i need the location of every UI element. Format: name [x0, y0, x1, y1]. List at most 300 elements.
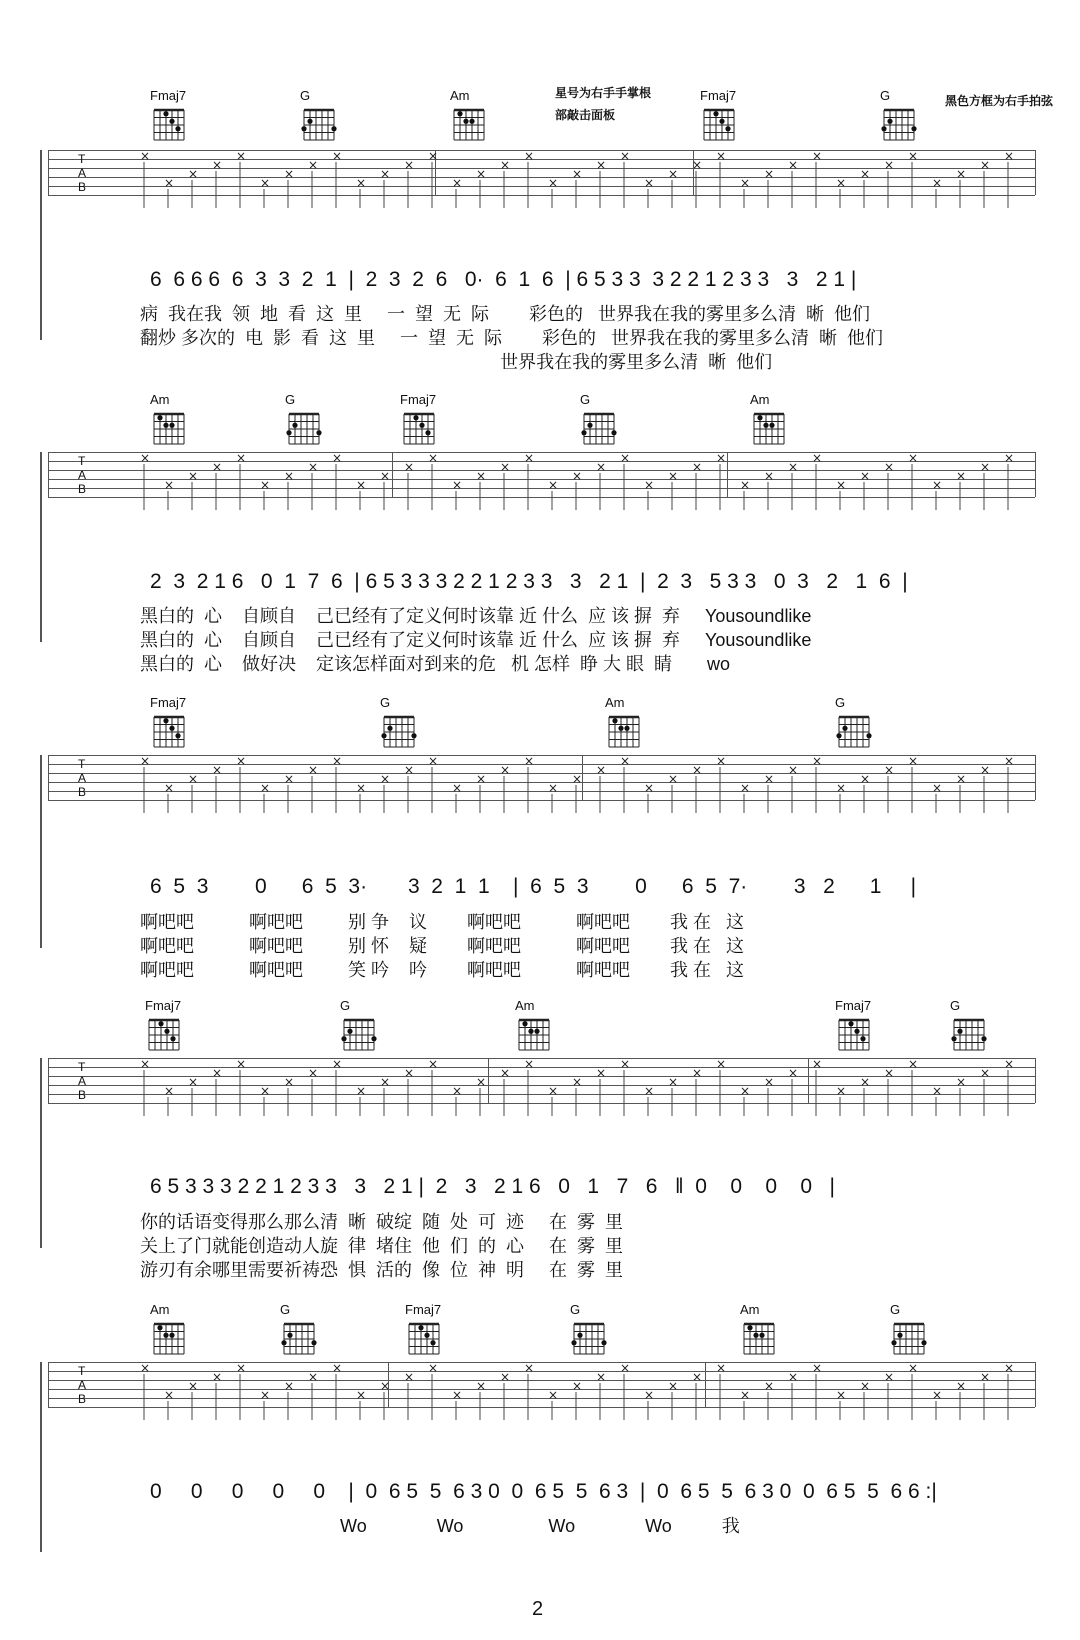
chord-fmaj7 — [700, 88, 770, 144]
lyric-line: 世界我在我的雾里多么清 晰 他们 — [140, 352, 773, 372]
svg-text:×: × — [428, 1361, 439, 1375]
svg-text:×: × — [716, 1361, 727, 1375]
lyric-line: 游刃有余哪里需要祈祷恐 惧 活的 像 位 神 明 在 雾 里 — [140, 1260, 624, 1280]
svg-text:×: × — [860, 1075, 871, 1089]
svg-text:×: × — [404, 1066, 415, 1080]
chord-g — [890, 1302, 960, 1358]
tab-clef-letter: T — [78, 757, 86, 771]
svg-text:×: × — [932, 1084, 943, 1098]
chord-diagram-grid — [950, 1014, 990, 1054]
tab-clef-letter: T — [78, 1364, 86, 1378]
svg-text:×: × — [380, 1075, 391, 1089]
svg-text:×: × — [476, 1379, 487, 1393]
svg-text:×: × — [452, 1388, 463, 1402]
svg-text:×: × — [836, 1084, 847, 1098]
chord-diagram-grid — [150, 104, 190, 144]
svg-text:×: × — [332, 1057, 343, 1071]
svg-text:×: × — [452, 176, 463, 190]
svg-text:×: × — [764, 167, 775, 181]
svg-text:×: × — [236, 1057, 247, 1071]
svg-text:×: × — [332, 1361, 343, 1375]
svg-text:×: × — [764, 469, 775, 483]
chord-diagram-grid — [145, 1014, 185, 1054]
svg-text:×: × — [500, 1370, 511, 1384]
numbered-notation: 0 0 0 0 0 | 0 6 5 5 6 3 0 0 6 5 5 6 3 | 0 6 5 5 6 3 0 0 6 5 5 6 6 :| — [150, 1480, 937, 1503]
svg-text:×: × — [884, 1066, 895, 1080]
box-slap-note: 黑色方框为右手拍弦 — [945, 94, 1054, 108]
chord-fmaj7 — [150, 88, 220, 144]
svg-text:×: × — [260, 176, 271, 190]
chord-am — [740, 1302, 810, 1358]
svg-text:×: × — [932, 1388, 943, 1402]
system-bracket — [40, 1362, 42, 1552]
chord-name: Fmaj7 — [400, 392, 437, 407]
svg-text:×: × — [572, 1379, 583, 1393]
svg-text:×: × — [788, 158, 799, 172]
svg-text:×: × — [524, 149, 535, 163]
svg-text:×: × — [908, 149, 919, 163]
tab-notation-marks — [120, 1356, 1080, 1426]
svg-text:×: × — [836, 176, 847, 190]
svg-text:×: × — [1004, 451, 1015, 465]
svg-text:×: × — [956, 167, 967, 181]
svg-text:×: × — [308, 158, 319, 172]
svg-text:×: × — [764, 1075, 775, 1089]
svg-text:×: × — [164, 1388, 175, 1402]
bar-line — [48, 1058, 49, 1103]
svg-text:×: × — [644, 1084, 655, 1098]
svg-text:×: × — [284, 469, 295, 483]
chord-name: G — [880, 88, 891, 103]
svg-text:×: × — [596, 763, 607, 777]
chord-name: Am — [515, 998, 535, 1013]
svg-text:×: × — [812, 1057, 823, 1071]
bar-line — [48, 150, 49, 195]
svg-text:×: × — [980, 1370, 991, 1384]
chord-diagram-grid — [150, 408, 190, 448]
svg-text:×: × — [620, 149, 631, 163]
chord-g — [280, 1302, 350, 1358]
svg-text:×: × — [524, 451, 535, 465]
svg-text:×: × — [356, 1084, 367, 1098]
svg-text:×: × — [548, 478, 559, 492]
svg-text:×: × — [620, 1361, 631, 1375]
svg-text:×: × — [140, 754, 151, 768]
chord-fmaj7 — [405, 1302, 475, 1358]
svg-text:×: × — [836, 1388, 847, 1402]
svg-text:×: × — [524, 754, 535, 768]
tab-notation-marks — [120, 1052, 1080, 1122]
svg-text:×: × — [164, 478, 175, 492]
svg-text:×: × — [500, 763, 511, 777]
svg-text:×: × — [548, 781, 559, 795]
svg-text:×: × — [188, 167, 199, 181]
chord-diagram-grid — [835, 711, 875, 751]
tab-clef-letter: A — [78, 166, 87, 180]
chord-fmaj7 — [400, 392, 470, 448]
svg-text:×: × — [668, 772, 679, 786]
chord-diagram-grid — [450, 104, 490, 144]
svg-text:×: × — [956, 1379, 967, 1393]
svg-text:×: × — [956, 1075, 967, 1089]
tab-clef-letter: B — [78, 482, 87, 496]
svg-text:×: × — [812, 149, 823, 163]
lyric-line: 关上了门就能创造动人旋 律 堵住 他 们 的 心 在 雾 里 — [140, 1236, 624, 1256]
svg-text:×: × — [212, 763, 223, 777]
chord-diagram-grid — [300, 104, 340, 144]
tab-clef-letter: A — [78, 771, 87, 785]
chord-diagram-grid — [890, 1318, 930, 1358]
svg-text:×: × — [236, 149, 247, 163]
svg-text:×: × — [548, 1388, 559, 1402]
system-bracket — [40, 1058, 42, 1248]
chord-g — [835, 695, 905, 751]
svg-text:×: × — [260, 781, 271, 795]
svg-text:×: × — [500, 158, 511, 172]
chord-diagram-grid — [400, 408, 440, 448]
svg-text:×: × — [860, 469, 871, 483]
svg-text:×: × — [836, 478, 847, 492]
numbered-notation: 6 5 3 0 6 5 3· 3 2 1 1 | 6 5 3 0 6 5 7· 3 2 1 | — [150, 875, 917, 898]
chord-diagram-grid — [570, 1318, 610, 1358]
chord-name: G — [380, 695, 391, 710]
svg-text:×: × — [524, 1057, 535, 1071]
lyric-line: 黑白的 心 做好决 定该怎样面对到来的危 机 怎样 睁 大 眼 睛 wo — [140, 654, 731, 674]
chord-diagram-grid — [605, 711, 645, 751]
svg-text:×: × — [332, 754, 343, 768]
svg-text:×: × — [452, 781, 463, 795]
chord-name: G — [340, 998, 351, 1013]
tab-clef-letter: T — [78, 454, 86, 468]
lyric-line: 啊吧吧 啊吧吧 别 怀 疑 啊吧吧 啊吧吧 我 在 这 — [140, 936, 745, 956]
svg-text:×: × — [908, 451, 919, 465]
svg-text:×: × — [212, 460, 223, 474]
chord-am — [150, 1302, 220, 1358]
tab-notation-marks — [120, 749, 1080, 819]
svg-text:×: × — [332, 149, 343, 163]
svg-text:×: × — [788, 763, 799, 777]
svg-text:×: × — [284, 167, 295, 181]
svg-text:×: × — [140, 1057, 151, 1071]
palm-strike-note: 星号为右手手掌根 部敲击面板 — [555, 86, 652, 122]
svg-text:×: × — [836, 781, 847, 795]
svg-text:×: × — [404, 1370, 415, 1384]
chord-g — [340, 998, 410, 1054]
svg-text:×: × — [620, 451, 631, 465]
svg-text:×: × — [140, 149, 151, 163]
svg-text:×: × — [908, 754, 919, 768]
svg-text:×: × — [1004, 754, 1015, 768]
tab-notation-marks — [120, 144, 1080, 214]
svg-text:×: × — [716, 451, 727, 465]
svg-text:×: × — [644, 1388, 655, 1402]
svg-text:×: × — [908, 1057, 919, 1071]
svg-text:×: × — [308, 460, 319, 474]
svg-text:×: × — [764, 772, 775, 786]
chord-g — [580, 392, 650, 448]
svg-text:×: × — [668, 167, 679, 181]
chord-diagram-grid — [405, 1318, 445, 1358]
lyric-line: 你的话语变得那么那么清 晰 破绽 随 处 可 迹 在 雾 里 — [140, 1212, 624, 1232]
tab-clef-letter: B — [78, 1392, 87, 1406]
svg-text:×: × — [716, 754, 727, 768]
svg-text:×: × — [596, 460, 607, 474]
svg-text:×: × — [164, 176, 175, 190]
numbered-notation: 2 3 2 1 6 0 1 7 6 | 6 5 3 3 3 2 2 1 2 3 3 3 2 1 | 2 3 5 3 3 0 3 2 1 6 | — [150, 570, 908, 593]
svg-text:×: × — [140, 451, 151, 465]
chord-g — [950, 998, 1020, 1054]
chord-diagram-grid — [835, 1014, 875, 1054]
svg-text:×: × — [644, 478, 655, 492]
svg-text:×: × — [1004, 1361, 1015, 1375]
svg-text:×: × — [884, 763, 895, 777]
lyric-line: Wo Wo Wo Wo 我 — [140, 1516, 740, 1536]
svg-text:×: × — [644, 176, 655, 190]
svg-text:×: × — [884, 1370, 895, 1384]
chord-diagram-grid — [380, 711, 420, 751]
svg-text:×: × — [380, 772, 391, 786]
svg-text:×: × — [596, 1066, 607, 1080]
svg-text:×: × — [260, 478, 271, 492]
svg-text:×: × — [716, 149, 727, 163]
bar-line — [48, 755, 49, 800]
svg-text:×: × — [788, 1066, 799, 1080]
tab-clef-letter: T — [78, 1060, 86, 1074]
svg-text:×: × — [308, 1370, 319, 1384]
chord-fmaj7 — [835, 998, 905, 1054]
chord-diagram-grid — [150, 1318, 190, 1358]
tab-clef-letter: B — [78, 785, 87, 799]
chord-diagram-grid — [280, 1318, 320, 1358]
system-bracket — [40, 755, 42, 948]
svg-text:×: × — [380, 167, 391, 181]
svg-text:×: × — [980, 158, 991, 172]
chord-diagram-grid — [285, 408, 325, 448]
page-number: 2 — [532, 1598, 544, 1620]
svg-text:×: × — [572, 167, 583, 181]
chord-am — [450, 88, 520, 144]
chord-g — [285, 392, 355, 448]
bar-line — [48, 1362, 49, 1407]
svg-text:×: × — [284, 1379, 295, 1393]
svg-text:×: × — [956, 772, 967, 786]
svg-text:×: × — [308, 763, 319, 777]
svg-text:×: × — [428, 754, 439, 768]
chord-name: Fmaj7 — [405, 1302, 442, 1317]
chord-name: G — [950, 998, 961, 1013]
svg-text:×: × — [500, 460, 511, 474]
svg-text:×: × — [788, 460, 799, 474]
svg-text:×: × — [812, 1361, 823, 1375]
svg-text:×: × — [596, 158, 607, 172]
chord-name: G — [300, 88, 311, 103]
svg-text:×: × — [308, 1066, 319, 1080]
svg-text:×: × — [980, 460, 991, 474]
svg-text:×: × — [524, 1361, 535, 1375]
numbered-notation: 6 5 3 3 3 2 2 1 2 3 3 3 2 1 | 2 3 2 1 6 0 1 7 6 ‖ 0 0 0 0 | — [150, 1175, 835, 1198]
tab-clef-letter: A — [78, 1074, 87, 1088]
svg-text:×: × — [356, 1388, 367, 1402]
chord-diagram-grid — [580, 408, 620, 448]
svg-text:×: × — [476, 167, 487, 181]
svg-text:×: × — [692, 1066, 703, 1080]
chord-name: Fmaj7 — [150, 695, 187, 710]
svg-text:×: × — [860, 1379, 871, 1393]
svg-text:×: × — [452, 1084, 463, 1098]
chord-name: Fmaj7 — [700, 88, 737, 103]
svg-text:×: × — [260, 1388, 271, 1402]
svg-text:×: × — [164, 781, 175, 795]
chord-name: Fmaj7 — [150, 88, 187, 103]
svg-text:×: × — [380, 1379, 391, 1393]
svg-text:×: × — [668, 1075, 679, 1089]
tab-clef-letter: A — [78, 1378, 87, 1392]
bar-line — [48, 452, 49, 497]
svg-text:×: × — [476, 772, 487, 786]
chord-g — [880, 88, 950, 144]
chord-name: G — [285, 392, 296, 407]
svg-text:×: × — [812, 754, 823, 768]
svg-text:×: × — [932, 176, 943, 190]
lyric-line: 病 我在我 领 地 看 这 里 一 望 无 际 彩色的 世界我在我的雾里多么清 晰 他们 — [140, 304, 871, 324]
svg-text:×: × — [980, 1066, 991, 1080]
svg-text:×: × — [212, 158, 223, 172]
svg-text:×: × — [596, 1370, 607, 1384]
svg-text:×: × — [764, 1379, 775, 1393]
svg-text:×: × — [1004, 149, 1015, 163]
svg-text:×: × — [884, 460, 895, 474]
system-bracket — [40, 452, 42, 642]
svg-text:×: × — [740, 478, 751, 492]
svg-text:×: × — [476, 1075, 487, 1089]
chord-diagram-grid — [750, 408, 790, 448]
chord-diagram-grid — [740, 1318, 780, 1358]
svg-text:×: × — [428, 1057, 439, 1071]
svg-text:×: × — [692, 158, 703, 172]
svg-text:×: × — [140, 1361, 151, 1375]
system-bracket — [40, 150, 42, 340]
svg-text:×: × — [572, 469, 583, 483]
chord-g — [300, 88, 370, 144]
chord-diagram-grid — [515, 1014, 555, 1054]
svg-text:×: × — [284, 1075, 295, 1089]
svg-text:×: × — [428, 451, 439, 465]
chord-am — [750, 392, 820, 448]
chord-name: G — [835, 695, 846, 710]
svg-text:×: × — [644, 781, 655, 795]
svg-text:×: × — [692, 1370, 703, 1384]
chord-g — [570, 1302, 640, 1358]
svg-text:×: × — [692, 460, 703, 474]
chord-name: G — [570, 1302, 581, 1317]
svg-text:×: × — [188, 469, 199, 483]
svg-text:×: × — [932, 478, 943, 492]
svg-text:×: × — [740, 781, 751, 795]
svg-text:×: × — [620, 754, 631, 768]
svg-text:×: × — [404, 460, 415, 474]
svg-text:×: × — [476, 469, 487, 483]
svg-text:×: × — [356, 781, 367, 795]
chord-name: Fmaj7 — [145, 998, 182, 1013]
svg-text:×: × — [572, 772, 583, 786]
svg-text:×: × — [380, 469, 391, 483]
svg-text:×: × — [668, 469, 679, 483]
svg-text:×: × — [980, 763, 991, 777]
tab-clef-letter: T — [78, 152, 86, 166]
lyric-line: 啊吧吧 啊吧吧 笑 吟 吟 啊吧吧 啊吧吧 我 在 这 — [140, 960, 745, 980]
tab-clef-letter: A — [78, 468, 87, 482]
svg-text:×: × — [404, 158, 415, 172]
chord-diagram-grid — [340, 1014, 380, 1054]
svg-text:×: × — [908, 1361, 919, 1375]
svg-text:×: × — [884, 158, 895, 172]
svg-text:×: × — [356, 176, 367, 190]
chord-name: G — [580, 392, 591, 407]
svg-text:×: × — [188, 1075, 199, 1089]
chord-am — [515, 998, 585, 1054]
svg-text:×: × — [500, 1066, 511, 1080]
svg-text:×: × — [236, 754, 247, 768]
svg-text:×: × — [716, 1057, 727, 1071]
svg-text:×: × — [740, 1084, 751, 1098]
svg-text:×: × — [428, 149, 439, 163]
chord-name: Am — [150, 392, 170, 407]
svg-text:×: × — [740, 1388, 751, 1402]
svg-text:×: × — [956, 469, 967, 483]
lyric-line: 黑白的 心 自顾自 己已经有了定义何时该靠 近 什么 应 该 摒 弃 Yousoundlike — [140, 606, 812, 626]
chord-g — [380, 695, 450, 751]
svg-text:×: × — [284, 772, 295, 786]
svg-text:×: × — [620, 1057, 631, 1071]
svg-text:×: × — [1004, 1057, 1015, 1071]
svg-text:×: × — [548, 1084, 559, 1098]
chord-am — [150, 392, 220, 448]
svg-text:×: × — [788, 1370, 799, 1384]
svg-text:×: × — [236, 1361, 247, 1375]
svg-text:×: × — [812, 451, 823, 465]
svg-text:×: × — [188, 772, 199, 786]
svg-text:×: × — [212, 1066, 223, 1080]
svg-text:×: × — [212, 1370, 223, 1384]
chord-name: G — [280, 1302, 291, 1317]
chord-am — [605, 695, 675, 751]
svg-text:×: × — [164, 1084, 175, 1098]
svg-text:×: × — [740, 176, 751, 190]
svg-text:×: × — [404, 763, 415, 777]
lyric-line: 啊吧吧 啊吧吧 别 争 议 啊吧吧 啊吧吧 我 在 这 — [140, 912, 745, 932]
chord-name: Fmaj7 — [835, 998, 872, 1013]
chord-fmaj7 — [150, 695, 220, 751]
numbered-notation: 6 6 6 6 6 3 3 2 1 | 2 3 2 6 0· 6 1 6 | 6 5 3 3 3 2 2 1 2 3 3 3 2 1 | — [150, 268, 857, 291]
tab-clef-letter: B — [78, 1088, 87, 1102]
svg-text:×: × — [236, 451, 247, 465]
svg-text:×: × — [932, 781, 943, 795]
chord-name: G — [890, 1302, 901, 1317]
lyric-line: 黑白的 心 自顾自 己已经有了定义何时该靠 近 什么 应 该 摒 弃 Yousoundlike — [140, 630, 812, 650]
chord-name: Am — [150, 1302, 170, 1317]
svg-text:×: × — [692, 763, 703, 777]
svg-text:×: × — [332, 451, 343, 465]
chord-name: Am — [750, 392, 770, 407]
tab-notation-marks — [120, 446, 1080, 516]
svg-text:×: × — [260, 1084, 271, 1098]
tab-clef-letter: B — [78, 180, 87, 194]
chord-diagram-grid — [880, 104, 920, 144]
chord-diagram-grid — [150, 711, 190, 751]
chord-name: Am — [450, 88, 470, 103]
svg-text:×: × — [860, 167, 871, 181]
chord-fmaj7 — [145, 998, 215, 1054]
